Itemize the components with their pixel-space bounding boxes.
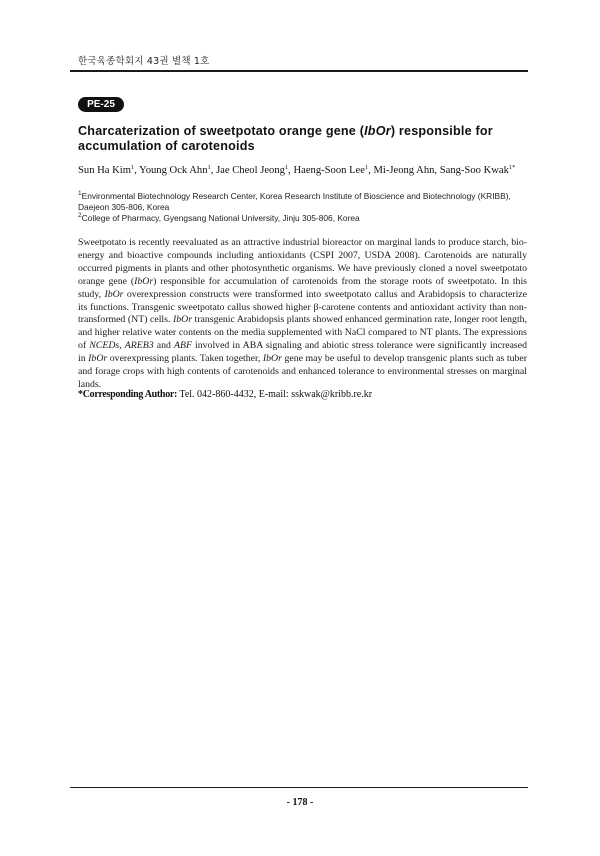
gene-name: IbOr [262, 353, 282, 365]
journal-header: 한국육종학회지 43권 별책 1호 [78, 56, 210, 67]
gene-name: IbOr [172, 314, 193, 326]
gene-name: NCEDs [89, 340, 120, 352]
gene-name: AREB3 [124, 340, 154, 352]
paper-title [78, 124, 548, 154]
author: Jae Cheol Jeong$^1$, [216, 164, 294, 176]
gene-name: IbOr [134, 275, 154, 287]
gene-name: IbOr [104, 288, 124, 300]
title-text-1: Charcaterization of sweetpotato orange gene ( [78, 124, 365, 138]
email-label: E-mail: [258, 389, 289, 400]
page-number: - 178 - [286, 797, 314, 808]
affiliation: $^2$College of Pharmacy, Gyengsang National University, Jinju 305-806, Korea [78, 212, 360, 223]
author: Young Ock Ahn$^1$, [139, 164, 217, 176]
abstract-id-badge: PE-25 [78, 97, 124, 112]
gene-name: ABF [173, 340, 192, 352]
title-gene-name: IbOr [364, 124, 391, 138]
email-address[interactable]: sskwak@kribb.re.kr [291, 389, 373, 400]
title-text-2: ) responsible for accumulation of carotenoids [78, 124, 493, 153]
tel-label: Tel. [179, 389, 195, 400]
author: Mi-Jeong Ahn, [373, 165, 440, 176]
tel-number: 042-860-4432, [197, 389, 257, 400]
abstract-body: Sweetpotato is recently reevaluated as an attractive industrial bioreactor on marginal lands to produce starch, bio-energy and bioactive compounds including antioxidants (CSPI 2007, USDA 2008). Carotenoids are naturally occurred pigments in plants and other photosynthetic organisms. We have previously cloned a novel sweetpotato orange gene (IbOr) responsible for accumulation of carotenoids from the storage roots of sweetpotato. In this study, IbOr overexpression constructs were transformed into sweetpotato callus and Arabidopsis to characterize its functions. Transgenic sweetpotato callus showed higher β-carotene contents and antioxidant activity than non-transformed (NT) cells. IbOr transgenic Arabidopsis plants showed enhanced germination rate, longer root length, and higher relative water contents on the media supplemented with NaCl compared to NT plants. The expressions of NCEDs, AREB3 and ABF involved in ABA signaling and abiotic stress tolerance were significantly increased in IbOr overexpressing plants. Taken together, IbOr gene may be useful to develop transgenic plants such as tuber and forage crops with high contents of carotenoids and enhanced tolerance to environmental stresses on marginal lands. [78, 237, 528, 390]
author: Haeng-Soon Lee$^1$, [293, 164, 374, 176]
corresponding-label: *Corresponding Author: [78, 389, 178, 400]
gene-name: IbOr [88, 353, 108, 365]
corresponding-author [78, 388, 538, 402]
footer-rule [70, 787, 528, 788]
affiliation: $^1$Environmental Biotechnology Research Center, Korea Research Institute of Bioscience and Biotechnology (KRIBB), Daejeon 305-806, Korea [78, 190, 511, 212]
author: Sun Ha Kim$^1$, [78, 164, 140, 176]
header-rule [70, 70, 528, 72]
author-list [78, 164, 538, 178]
author: Sang-Soo Kwak$^{1*}$ [439, 164, 516, 176]
